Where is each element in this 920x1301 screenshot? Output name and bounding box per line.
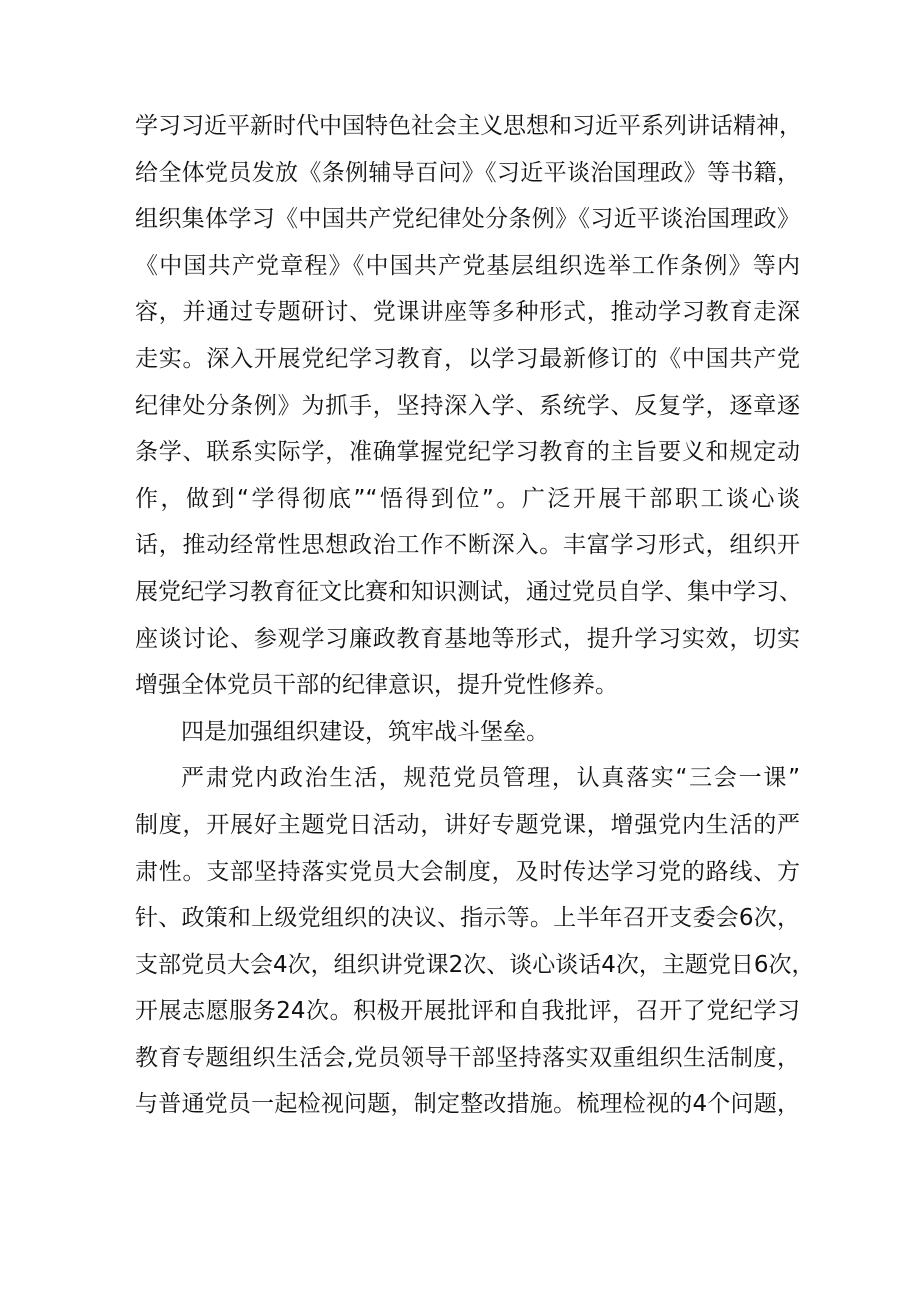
text-line: 学习习近平新时代中国特色社会主义思想和习近平系列讲话精神， [135, 113, 802, 139]
text-line: 与普通党员一起检视问题，制定整改措施。梳理检视的4个问题， [135, 1091, 800, 1118]
text-line: 纪律处分条例》为抓手，坚持深入学、系统学、反复学，逐章逐 [135, 392, 800, 419]
text-line: 展党纪学习教育征文比赛和知识测试，通过党员自学、集中学习、 [135, 578, 802, 605]
text-line: 教育专题组织生活会,党员领导干部坚持落实双重组织生活制度， [135, 1044, 800, 1071]
text-line: 话，推动经常性思想政治工作不断深入。丰富学习形式，组织开 [135, 532, 800, 559]
text-line: 开展志愿服务24次。积极开展批评和自我批评，召开了党纪学习 [135, 998, 800, 1025]
text-line: 给全体党员发放《条例辅导百问》《习近平谈治国理政》等书籍， [135, 159, 800, 186]
text-line: 严肃党内政治生活，规范党员管理，认真落实“三会一课” [181, 765, 800, 792]
text-line: 制度，开展好主题党日活动，讲好专题党课，增强党内生活的严 [135, 811, 800, 838]
section-heading: 四是加强组织建设，筑牢战斗堡垒。 [181, 718, 549, 745]
text-line: 走实。深入开展党纪学习教育，以学习最新修订的《中国共产党 [135, 345, 800, 372]
text-line: 座谈讨论、参观学习廉政教育基地等形式，提升学习实效，切实 [135, 625, 800, 652]
text-line: 肃性。支部坚持落实党员大会制度，及时传达学习党的路线、方 [135, 858, 800, 885]
text-line: 支部党员大会4次，组织讲党课2次、谈心谈话4次，主题党日6次， [135, 951, 815, 978]
text-line: 增强全体党员干部的纪律意识，提升党性修养。 [135, 672, 618, 699]
text-line: 容，并通过专题研讨、党课讲座等多种形式，推动学习教育走深 [135, 299, 800, 326]
body-text [135, 103, 815, 1128]
text-line: 《中国共产党章程》《中国共产党基层组织选举工作条例》等内 [135, 252, 800, 279]
text-line: 组织集体学习《中国共产党纪律处分条例》《习近平谈治国理政》 [135, 206, 800, 233]
text-line: 条学、联系实际学，准确掌握党纪学习教育的主旨要义和规定动 [135, 439, 800, 466]
text-line: 作，做到“学得彻底”“悟得到位”。广泛开展干部职工谈心谈 [135, 485, 800, 512]
text-line: 针、政策和上级党组织的决议、指示等。上半年召开支委会6次， [135, 905, 800, 932]
